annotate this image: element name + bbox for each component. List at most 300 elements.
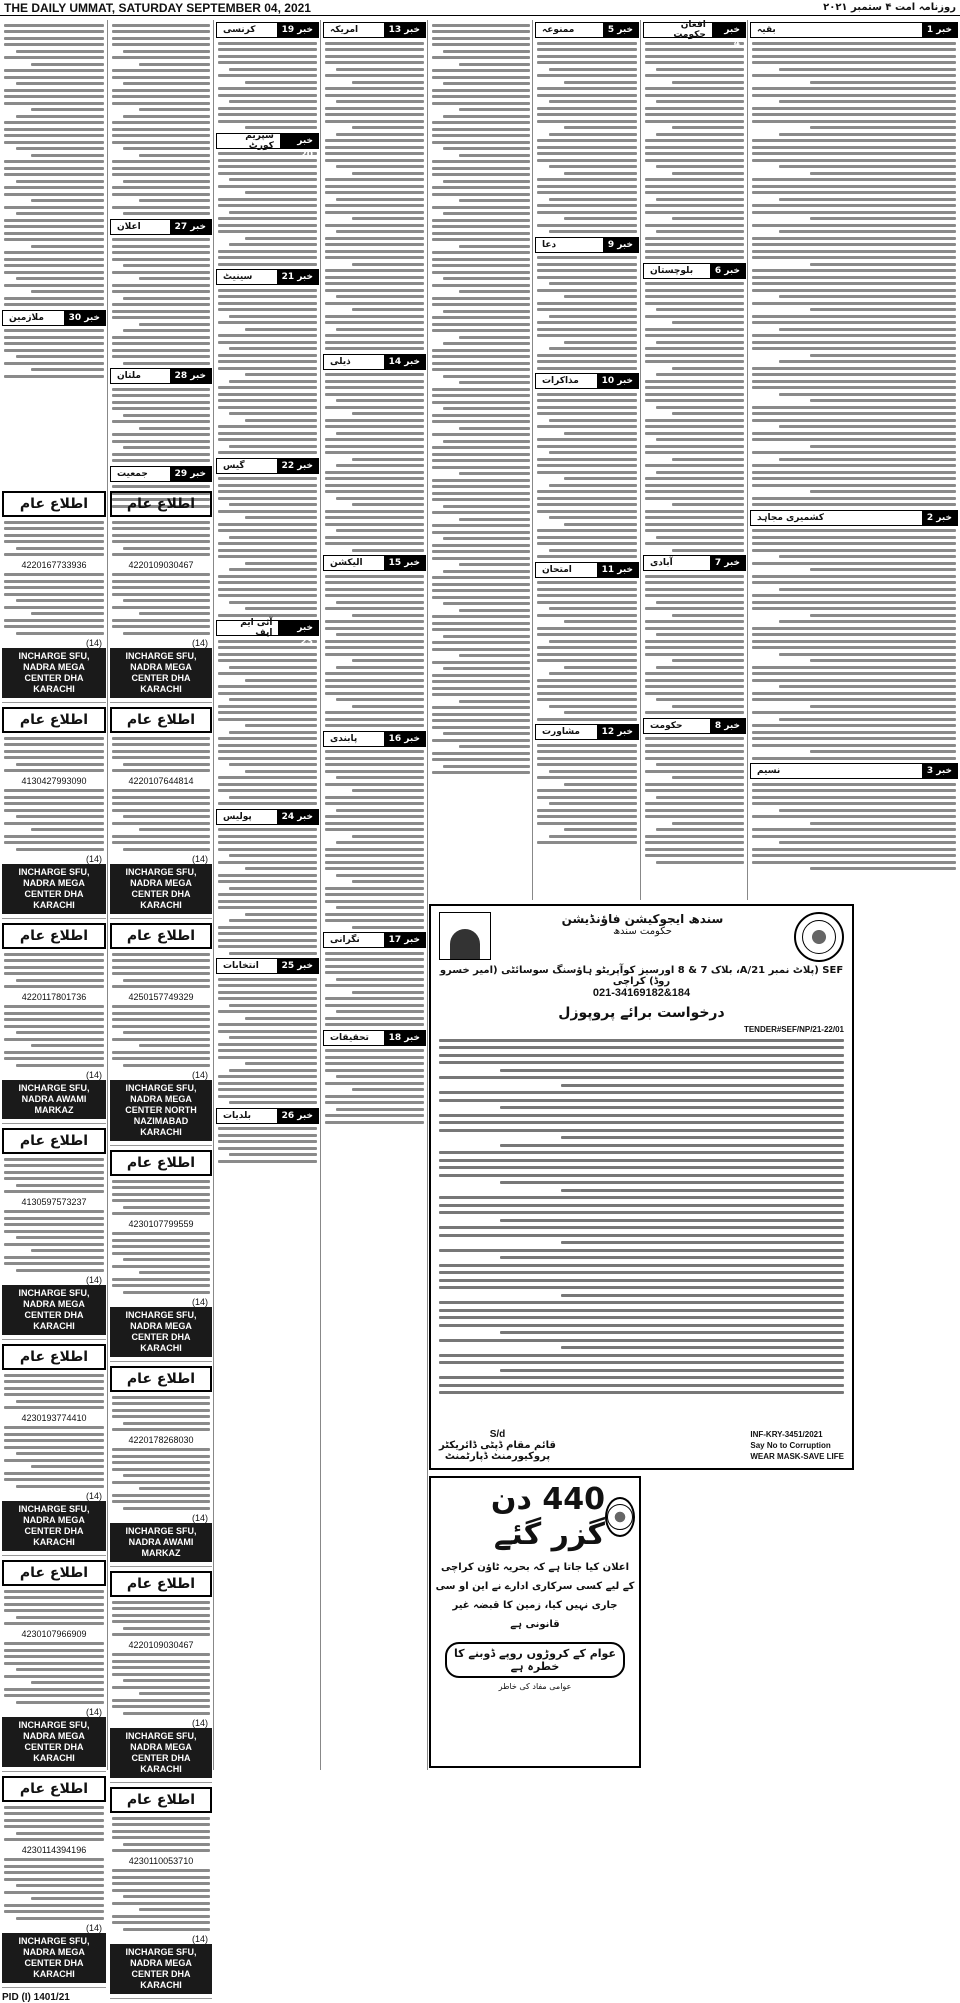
text-line	[645, 510, 744, 513]
text-line	[459, 154, 530, 157]
story-number: خبر 16	[384, 732, 425, 746]
text-line	[500, 1256, 844, 1259]
text-line	[112, 521, 210, 524]
text-line	[325, 211, 424, 214]
text-line	[564, 783, 637, 786]
text-line	[218, 341, 317, 344]
text-line	[31, 63, 104, 66]
text-line	[779, 653, 956, 656]
text-line	[218, 529, 317, 532]
text-line	[218, 848, 317, 851]
text-line	[218, 451, 317, 454]
text-line	[112, 1232, 210, 1235]
text-line	[218, 217, 317, 220]
text-line	[16, 1485, 104, 1488]
text-line	[325, 867, 424, 870]
text-line	[218, 861, 317, 864]
text-line	[443, 180, 530, 183]
reference-number: INF-KRY-3451/2021	[750, 1430, 823, 1439]
text-line	[218, 757, 317, 760]
text-line	[752, 503, 956, 506]
text-line	[352, 503, 424, 506]
text-line	[432, 264, 530, 267]
text-line	[645, 516, 744, 519]
slogan: Say No to Corruption	[750, 1441, 831, 1450]
text-line	[139, 108, 210, 111]
text-line	[779, 425, 956, 428]
text-line	[218, 835, 317, 838]
text-line	[656, 763, 744, 766]
text-line	[123, 1895, 210, 1898]
text-line	[218, 256, 317, 259]
text-line	[4, 1603, 104, 1606]
cnic-number: 4230110053710	[128, 1855, 194, 1866]
story-title: آبادی	[650, 558, 673, 568]
text-line	[218, 549, 317, 552]
text-line	[325, 783, 424, 786]
story-number: خبر 25	[277, 959, 318, 973]
text-line	[4, 1005, 104, 1008]
text-line	[656, 536, 744, 539]
text-line	[336, 328, 424, 331]
text-line	[218, 295, 317, 298]
text-line	[229, 854, 317, 857]
text-line	[229, 601, 317, 604]
text-line	[336, 633, 424, 636]
text-line	[810, 822, 956, 825]
text-line	[325, 575, 424, 578]
text-line	[218, 1082, 317, 1085]
text-line	[112, 121, 210, 124]
text-line	[645, 809, 744, 812]
text-line	[439, 1166, 844, 1169]
text-line	[537, 256, 637, 259]
text-line	[218, 393, 317, 396]
text-line	[752, 497, 956, 500]
news-story	[750, 22, 958, 506]
text-line	[16, 1184, 104, 1187]
text-line	[752, 87, 956, 90]
text-line	[537, 776, 637, 779]
text-line	[752, 341, 956, 344]
text-line	[218, 945, 317, 948]
text-line	[432, 687, 530, 690]
text-line	[4, 37, 104, 40]
text-line	[325, 848, 424, 851]
text-line	[432, 680, 530, 683]
text-line	[112, 95, 210, 98]
text-line	[537, 224, 637, 227]
text-line	[112, 1284, 210, 1287]
news-story	[110, 219, 212, 365]
cnic-number: 4220109030467	[128, 559, 194, 570]
public-notice	[2, 923, 106, 1124]
text-line	[656, 68, 744, 71]
story-title: بقیہ	[757, 25, 776, 35]
text-line	[432, 362, 530, 365]
text-line	[537, 42, 637, 45]
text-line	[432, 30, 530, 33]
text-line	[752, 828, 956, 831]
notice-count: (14)	[85, 1070, 102, 1080]
text-line	[245, 126, 317, 129]
text-line	[459, 472, 530, 475]
text-line	[112, 1494, 210, 1497]
text-line	[218, 42, 317, 45]
text-line	[752, 48, 956, 51]
text-line	[325, 672, 424, 675]
text-line	[4, 1210, 104, 1213]
text-line	[645, 451, 744, 454]
text-line	[325, 646, 424, 649]
text-line	[779, 393, 956, 396]
text-line	[645, 854, 744, 857]
text-line	[245, 770, 317, 773]
text-line	[139, 323, 210, 326]
text-line	[439, 1271, 844, 1274]
text-line	[432, 706, 530, 709]
text-line	[656, 828, 744, 831]
text-line	[325, 653, 424, 656]
story-title: آئی ایم ایف	[240, 618, 273, 638]
story-title: سپریم کورٹ	[245, 130, 274, 151]
text-line	[645, 835, 744, 838]
text-line	[112, 186, 210, 189]
text-line	[4, 586, 104, 589]
text-line	[439, 1391, 844, 1394]
text-line	[112, 420, 210, 423]
text-line	[500, 1181, 844, 1184]
text-line	[645, 737, 744, 740]
text-line	[549, 347, 637, 350]
public-notice	[110, 1571, 212, 1783]
news-story	[2, 310, 106, 378]
text-line	[432, 206, 530, 209]
text-line	[752, 315, 956, 318]
text-line	[439, 1309, 844, 1312]
text-line	[4, 1878, 104, 1881]
text-line	[352, 659, 424, 662]
text-line	[645, 783, 744, 786]
text-line	[4, 193, 104, 196]
news-column-4	[430, 20, 532, 904]
text-line	[645, 347, 744, 350]
text-line	[4, 966, 104, 969]
story-title: کشمیری مجاہد	[757, 512, 824, 523]
text-line	[218, 250, 317, 253]
story-number: خبر 13	[384, 23, 425, 37]
text-line	[4, 573, 104, 576]
text-line	[645, 640, 744, 643]
text-line	[752, 237, 956, 240]
text-line	[336, 776, 424, 779]
text-line	[645, 61, 744, 64]
text-line	[432, 557, 530, 560]
text-line	[31, 612, 104, 615]
text-line	[4, 141, 104, 144]
text-line	[112, 1481, 210, 1484]
notice-text: اعلان کیا جاتا ہے کہ بحریہ ٹاؤن کراچی کے لیے کسی سرکاری ادارے نے این او سی جاری نہیں کیا، زمین کا قبضہ غیر قانونی ہے	[435, 1562, 635, 1630]
text-line	[4, 521, 104, 524]
text-line	[218, 1049, 317, 1052]
text-line	[218, 932, 317, 935]
text-line	[4, 1374, 104, 1377]
text-line	[537, 614, 637, 617]
text-line	[779, 165, 956, 168]
public-notice	[2, 707, 106, 919]
sindh-government-seal	[794, 912, 844, 962]
text-line	[218, 406, 317, 409]
text-line	[459, 700, 530, 703]
text-line	[325, 971, 424, 974]
public-notice	[110, 491, 212, 703]
text-line	[31, 199, 104, 202]
public-awareness-advertisement	[429, 1476, 641, 1768]
text-line	[645, 464, 744, 467]
text-line	[325, 594, 424, 597]
text-line	[112, 841, 210, 844]
text-line	[779, 133, 956, 136]
story-header	[750, 763, 958, 779]
text-line	[4, 1662, 104, 1665]
text-line	[4, 756, 104, 759]
news-story	[216, 458, 319, 617]
text-line	[218, 1127, 317, 1130]
text-line	[645, 484, 744, 487]
text-line	[645, 393, 744, 396]
text-line	[443, 765, 530, 768]
text-line	[645, 237, 744, 240]
text-line	[325, 984, 424, 987]
text-line	[549, 705, 637, 708]
text-line	[325, 484, 424, 487]
public-notice	[110, 1150, 212, 1362]
text-line	[645, 107, 744, 110]
story-number: خبر 15	[384, 556, 425, 570]
text-line	[459, 245, 530, 248]
story-header	[535, 562, 639, 578]
text-line	[537, 841, 637, 844]
text-line	[218, 1030, 317, 1033]
text-line	[459, 518, 530, 521]
text-line	[549, 68, 637, 71]
text-line	[325, 386, 424, 389]
text-line	[537, 796, 637, 799]
text-line	[432, 121, 530, 124]
text-line	[139, 612, 210, 615]
notice-heading: اطلاع عام	[110, 1366, 212, 1392]
text-line	[352, 412, 424, 415]
text-line	[752, 269, 956, 272]
text-line	[336, 1075, 424, 1078]
text-line	[432, 173, 530, 176]
text-line	[229, 412, 317, 415]
text-line	[112, 316, 210, 319]
text-line	[112, 1601, 210, 1604]
text-line	[4, 1871, 104, 1874]
text-line	[439, 1114, 844, 1117]
text-line	[336, 100, 424, 103]
text-line	[325, 516, 424, 519]
text-line	[325, 380, 424, 383]
text-line	[645, 295, 744, 298]
text-line	[779, 555, 956, 558]
text-line	[752, 74, 956, 77]
notice-count: (14)	[191, 1718, 208, 1728]
text-line	[537, 497, 637, 500]
text-line	[325, 451, 424, 454]
story-number: خبر 6	[710, 264, 745, 278]
text-line	[549, 230, 637, 233]
text-line	[218, 185, 317, 188]
text-line	[4, 1230, 104, 1233]
text-line	[112, 290, 210, 293]
story-title: الیکشن	[330, 558, 363, 568]
cnic-number: 4220109030467	[128, 1639, 194, 1650]
text-line	[810, 263, 956, 266]
text-line	[123, 414, 210, 417]
text-line	[4, 972, 104, 975]
text-line	[537, 815, 637, 818]
text-line	[218, 588, 317, 591]
text-line	[432, 251, 530, 254]
text-line	[4, 1051, 104, 1054]
text-line	[218, 61, 317, 64]
cnic-number: 4250157749329	[128, 991, 194, 1002]
text-line	[549, 607, 637, 610]
text-line	[112, 89, 210, 92]
text-line	[500, 1069, 844, 1072]
text-line	[123, 1843, 210, 1846]
text-line	[645, 185, 744, 188]
text-line	[112, 433, 210, 436]
text-line	[752, 464, 956, 467]
text-line	[537, 809, 637, 812]
text-line	[645, 419, 744, 422]
text-line	[537, 412, 637, 415]
text-line	[112, 1889, 210, 1892]
text-line	[218, 841, 317, 844]
text-line	[218, 744, 317, 747]
news-story	[323, 354, 426, 552]
text-line	[325, 1101, 424, 1104]
text-line	[16, 1701, 104, 1704]
text-line	[325, 48, 424, 51]
text-line	[752, 178, 956, 181]
text-line	[218, 334, 317, 337]
text-line	[645, 289, 744, 292]
text-line	[537, 276, 637, 279]
text-line	[779, 360, 956, 363]
text-line	[218, 497, 317, 500]
text-line	[432, 329, 530, 332]
text-line	[443, 342, 530, 345]
text-line	[325, 1082, 424, 1085]
text-line	[325, 900, 424, 903]
story-header	[535, 724, 639, 740]
text-line	[432, 225, 530, 228]
text-line	[752, 698, 956, 701]
text-line	[336, 198, 424, 201]
text-line	[123, 1928, 210, 1931]
news-story	[216, 130, 319, 266]
text-line	[112, 1607, 210, 1610]
text-line	[672, 126, 744, 129]
text-line	[439, 1361, 844, 1364]
text-line	[561, 1346, 845, 1349]
text-line	[112, 1705, 210, 1708]
text-line	[352, 614, 424, 617]
text-line	[443, 115, 530, 118]
text-line	[112, 966, 210, 969]
text-line	[16, 1400, 104, 1403]
notice-heading: اطلاع عام	[2, 491, 106, 517]
story-title: گیس	[223, 460, 245, 471]
text-line	[112, 251, 210, 254]
text-line	[645, 204, 744, 207]
text-line	[645, 42, 744, 45]
text-line	[537, 633, 637, 636]
text-line	[564, 432, 637, 435]
news-story	[643, 263, 746, 552]
text-line	[218, 1023, 317, 1026]
text-line	[325, 471, 424, 474]
notice-count: (14)	[191, 1070, 208, 1080]
text-line	[352, 705, 424, 708]
text-line	[123, 1474, 210, 1477]
text-line	[537, 367, 637, 370]
text-line	[4, 121, 104, 124]
text-line	[325, 542, 424, 545]
public-notice	[110, 1787, 212, 1999]
text-line	[752, 542, 956, 545]
text-line	[218, 1088, 317, 1091]
text-line	[325, 1056, 424, 1059]
text-line	[112, 1180, 210, 1183]
organization-name: سندھ ایجوکیشن فاؤنڈیشن	[561, 912, 724, 926]
text-line	[459, 427, 530, 430]
text-line	[537, 445, 637, 448]
text-line	[31, 1897, 104, 1900]
text-line	[123, 1679, 210, 1682]
text-line	[112, 56, 210, 59]
text-line	[549, 484, 637, 487]
text-line	[325, 269, 424, 272]
text-line	[325, 334, 424, 337]
story-title: افغان حکومت	[673, 20, 706, 40]
text-line	[752, 477, 956, 480]
text-line	[4, 527, 104, 530]
text-line	[352, 81, 424, 84]
text-line	[443, 50, 530, 53]
text-line	[325, 393, 424, 396]
ad-body	[439, 1039, 844, 1395]
text-line	[752, 536, 956, 539]
text-line	[218, 1134, 317, 1137]
text-line	[537, 269, 637, 272]
text-line	[112, 1461, 210, 1464]
text-line	[245, 516, 317, 519]
text-line	[537, 744, 637, 747]
text-line	[218, 165, 317, 168]
text-line	[112, 1199, 210, 1202]
text-line	[229, 666, 317, 669]
text-line	[432, 446, 530, 449]
text-line	[439, 1174, 844, 1177]
text-line	[752, 380, 956, 383]
story-title: سینیٹ	[223, 272, 253, 282]
text-line	[218, 399, 317, 402]
